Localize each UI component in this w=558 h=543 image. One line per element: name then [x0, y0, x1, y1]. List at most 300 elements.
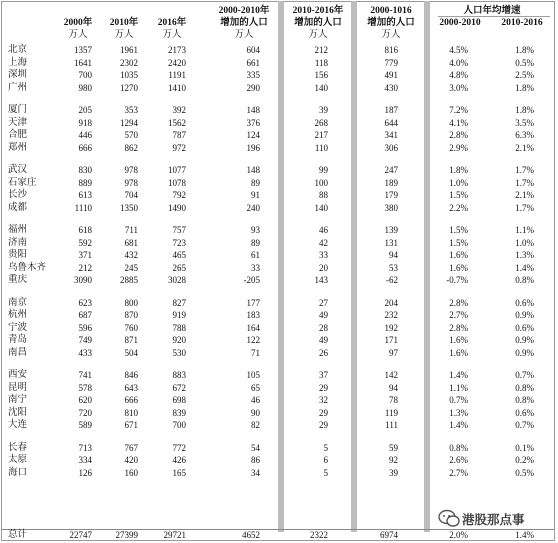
inc-2000-2010: 33: [251, 262, 260, 273]
pop-2010: 800: [124, 297, 138, 308]
inc-2010-2016: 29: [319, 407, 328, 418]
inc-2010-2016: 29: [319, 420, 328, 430]
table-row: [0, 274, 558, 286]
pop-2016: 2420: [168, 57, 186, 68]
growth-2000-2010: 1.6%: [449, 250, 468, 260]
growth-2000-2010: 4.8%: [449, 70, 468, 80]
inc-2000-2010: 183: [246, 310, 260, 320]
growth-2010-2016: 0.9%: [515, 335, 534, 345]
pop-2010: 978: [124, 177, 138, 188]
pop-2016: 972: [172, 142, 186, 153]
inc-2000-2010: 177: [246, 297, 260, 308]
growth-2010-2016: 1.4%: [515, 262, 534, 273]
header-inc-2010-2016: 2010-2016年: [292, 6, 344, 16]
city-name: 郑州: [8, 142, 28, 153]
inc-2000-2016: 816: [384, 45, 398, 55]
pop-2000: 830: [78, 165, 92, 175]
growth-2010-2016: 1.3%: [515, 250, 534, 260]
inc-2000-2016-total: 6974: [380, 530, 398, 540]
growth-2010-2016-total: 1.4%: [515, 530, 534, 540]
city-name: 深圳: [8, 70, 28, 80]
growth-2000-2010: 1.4%: [449, 370, 468, 380]
growth-2010-2016: 1.1%: [515, 225, 534, 235]
inc-2000-2010: 89: [251, 237, 260, 248]
growth-2000-2010: 2.9%: [449, 142, 468, 153]
pop-2016: 672: [172, 382, 186, 393]
inc-2010-2016: 118: [314, 57, 328, 68]
pop-2000: 613: [78, 190, 92, 200]
pop-2000: 918: [78, 117, 92, 128]
city-name: 武汉: [8, 165, 28, 175]
inc-2000-2016: -62: [386, 275, 398, 285]
inc-2000-2010: 376: [246, 117, 260, 128]
pop-2016: 265: [172, 262, 186, 273]
city-name: 南京: [8, 297, 28, 308]
watermark-text: 港股那点事: [462, 512, 525, 527]
table-row: [0, 69, 558, 81]
pop-2010: 978: [124, 165, 138, 175]
pop-2016: 883: [172, 370, 186, 380]
table-row: [0, 454, 558, 466]
inc-2010-2016-total: 2322: [310, 530, 328, 540]
pop-2016: 1410: [168, 82, 186, 93]
growth-2010-2016: 2.1%: [515, 142, 534, 153]
pop-2016: 3028: [168, 275, 186, 285]
pop-2016: 1191: [168, 70, 186, 80]
inc-2010-2016: 156: [314, 70, 328, 80]
growth-2000-2010: 2.6%: [449, 455, 468, 465]
growth-2010-2016: 0.7%: [515, 370, 534, 380]
table-row: [0, 224, 558, 236]
unit-label: 万人: [114, 30, 134, 40]
inc-2010-2016: 5: [323, 442, 328, 453]
pop-2000: 446: [78, 130, 92, 140]
inc-2000-2010: 93: [251, 225, 260, 235]
inc-2010-2016: 110: [314, 142, 328, 153]
growth-2010-2016: 0.6%: [515, 297, 534, 308]
pop-2016: 1077: [168, 165, 186, 175]
pop-2016: 792: [172, 190, 186, 200]
inc-2000-2010: 61: [251, 250, 260, 260]
inc-2010-2016: 20: [319, 262, 328, 273]
header-inc-2010-2016-sub: 增加的人口: [294, 18, 342, 28]
city-name: 贵阳: [8, 250, 28, 260]
pop-2000: 618: [78, 225, 92, 235]
growth-2000-2010: 2.8%: [449, 130, 468, 140]
city-name: 上海: [8, 57, 28, 68]
pop-2016: 723: [172, 237, 186, 248]
inc-2000-2016: 59: [389, 442, 398, 453]
table-row: [0, 369, 558, 381]
city-name: 宁波: [8, 322, 28, 333]
growth-2000-2010: 1.5%: [449, 190, 468, 200]
inc-2000-2010: 335: [246, 70, 260, 80]
pop-2000: 980: [78, 82, 92, 93]
pop-2000: 666: [78, 142, 92, 153]
inc-2000-2016: 341: [384, 130, 398, 140]
pop-2000: 889: [78, 177, 92, 188]
inc-2000-2010: 164: [246, 322, 260, 333]
pop-2010: 870: [124, 310, 138, 320]
growth-2010-2016: 1.7%: [515, 165, 534, 175]
pop-2010: 432: [124, 250, 138, 260]
pop-2010: 704: [124, 190, 138, 200]
growth-2010-2016: 0.5%: [515, 467, 534, 478]
inc-2000-2010: 196: [246, 142, 260, 153]
inc-2000-2010: 91: [251, 190, 260, 200]
growth-2000-2010: 2.8%: [449, 297, 468, 308]
city-name: 杭州: [8, 310, 28, 320]
inc-2000-2016: 430: [384, 82, 398, 93]
total-label: 总计: [8, 530, 28, 540]
table-row: [0, 237, 558, 249]
pop-2016: 1490: [168, 202, 186, 213]
pop-2016: 1078: [168, 177, 186, 188]
growth-2010-2016: 2.1%: [515, 190, 534, 200]
growth-2010-2016: 0.7%: [515, 420, 534, 430]
growth-2000-2010: 2.7%: [449, 467, 468, 478]
growth-2000-2010: 2.7%: [449, 310, 468, 320]
city-name: 长沙: [8, 190, 28, 200]
pop-2016: 2173: [168, 45, 186, 55]
pop-2016-total: 29721: [163, 530, 186, 540]
inc-2010-2016: 28: [319, 322, 328, 333]
pop-2000: 3090: [74, 275, 92, 285]
pop-2010: 666: [124, 395, 138, 405]
inc-2010-2016: 217: [314, 130, 328, 140]
pop-2016: 787: [172, 130, 186, 140]
inc-2000-2010: 122: [246, 335, 260, 345]
pop-2000: 578: [78, 382, 92, 393]
pop-2010: 810: [124, 407, 138, 418]
table-row: [0, 142, 558, 154]
table-row: [0, 44, 558, 56]
city-name: 广州: [8, 82, 28, 93]
city-name: 长春: [8, 442, 28, 453]
pop-2010: 570: [124, 130, 138, 140]
city-name: 福州: [8, 225, 28, 235]
inc-2000-2016: 119: [384, 407, 398, 418]
inc-2010-2016: 46: [319, 225, 328, 235]
pop-2000: 212: [78, 262, 92, 273]
city-name: 北京: [8, 45, 28, 55]
inc-2010-2016: 6: [323, 455, 328, 465]
city-name: 济南: [8, 237, 28, 248]
inc-2010-2016: 140: [314, 82, 328, 93]
table-row: [0, 117, 558, 129]
pop-2000: 749: [78, 335, 92, 345]
pop-2000: 334: [78, 455, 92, 465]
pop-2010: 862: [124, 142, 138, 153]
growth-2010-2016: 6.3%: [515, 130, 534, 140]
pop-2016: 757: [172, 225, 186, 235]
pop-2016: 919: [172, 310, 186, 320]
growth-2010-2016: 1.8%: [515, 105, 534, 115]
inc-2010-2016: 49: [319, 335, 328, 345]
table-row: [0, 104, 558, 116]
pop-2000: 589: [78, 420, 92, 430]
pop-2000: 596: [78, 322, 92, 333]
inc-2010-2016: 100: [314, 177, 328, 188]
growth-2000-2010: 1.5%: [449, 237, 468, 248]
growth-2010-2016: 1.8%: [515, 45, 534, 55]
growth-2000-2010: 1.4%: [449, 420, 468, 430]
inc-2000-2016: 39: [389, 467, 398, 478]
growth-2000-2010: 0.8%: [449, 442, 468, 453]
inc-2000-2010: 54: [251, 442, 260, 453]
inc-2000-2016: 94: [389, 382, 398, 393]
city-name: 天津: [8, 117, 28, 128]
growth-2010-2016: 0.6%: [515, 407, 534, 418]
pop-2000: 620: [78, 395, 92, 405]
growth-2000-2010: 1.6%: [449, 335, 468, 345]
header-growth-2010-2016: 2010-2016: [501, 18, 543, 28]
total-row: [0, 529, 558, 541]
city-name: 南昌: [8, 347, 28, 358]
table-row: [0, 249, 558, 261]
growth-2010-2016: 2.5%: [515, 70, 534, 80]
pop-2010: 2885: [120, 275, 138, 285]
growth-2000-2010: 1.5%: [449, 225, 468, 235]
pop-2010: 2302: [120, 57, 138, 68]
inc-2000-2010-total: 4652: [242, 530, 260, 540]
city-name: 大连: [8, 420, 28, 430]
inc-2000-2016: 53: [389, 262, 398, 273]
growth-2000-2010: 3.0%: [449, 82, 468, 93]
table-row: [0, 202, 558, 214]
header-inc-2000-2010-sub: 增加的人口: [220, 18, 268, 28]
growth-2000-2010-total: 2.0%: [449, 530, 468, 540]
inc-2000-2010: 604: [246, 45, 260, 55]
city-name: 青岛: [8, 335, 28, 345]
header-2000: 2000年: [63, 18, 93, 28]
header-inc-2000-2016: 2000-1016: [370, 6, 412, 16]
growth-2010-2016: 3.5%: [515, 117, 534, 128]
pop-2010: 711: [124, 225, 138, 235]
growth-2010-2016: 0.6%: [515, 322, 534, 333]
pop-2000-total: 22747: [69, 530, 92, 540]
inc-2000-2016: 204: [384, 297, 398, 308]
inc-2000-2010: 82: [251, 420, 260, 430]
growth-2000-2010: 4.5%: [449, 45, 468, 55]
pop-2010: 767: [124, 442, 138, 453]
pop-2016: 827: [172, 297, 186, 308]
pop-2016: 426: [172, 455, 186, 465]
pop-2016: 700: [172, 420, 186, 430]
inc-2000-2016: 232: [384, 310, 398, 320]
inc-2010-2016: 26: [319, 347, 328, 358]
inc-2000-2010: 90: [251, 407, 260, 418]
pop-2000: 720: [78, 407, 92, 418]
inc-2000-2016: 189: [384, 177, 398, 188]
inc-2000-2010: 240: [246, 202, 260, 213]
growth-2000-2010: 1.1%: [449, 382, 468, 393]
table-row: [0, 382, 558, 394]
pop-2016: 392: [172, 105, 186, 115]
inc-2000-2010: 124: [246, 130, 260, 140]
table-row: [0, 189, 558, 201]
city-name: 海口: [8, 467, 28, 478]
inc-2000-2016: 92: [389, 455, 398, 465]
growth-2010-2016: 0.8%: [515, 275, 534, 285]
pop-2000: 592: [78, 237, 92, 248]
city-name: 昆明: [8, 382, 28, 393]
inc-2010-2016: 37: [319, 370, 328, 380]
inc-2000-2016: 139: [384, 225, 398, 235]
unit-label: 万人: [234, 30, 254, 40]
growth-2000-2010: 2.2%: [449, 202, 468, 213]
pop-2000: 687: [78, 310, 92, 320]
unit-label: 万人: [308, 30, 328, 40]
pop-2010: 671: [124, 420, 138, 430]
pop-2010: 1294: [120, 117, 138, 128]
inc-2000-2016: 179: [384, 190, 398, 200]
city-name: 太原: [8, 455, 28, 465]
inc-2010-2016: 143: [314, 275, 328, 285]
city-name: 厦门: [8, 105, 28, 115]
pop-2016: 1562: [168, 117, 186, 128]
inc-2010-2016: 42: [319, 237, 328, 248]
header-inc-2000-2010: 2000-2010年: [218, 6, 270, 16]
watermark: [436, 508, 554, 530]
pop-2010: 1961: [120, 45, 138, 55]
inc-2000-2010: 89: [251, 177, 260, 188]
pop-2000: 1110: [74, 202, 92, 213]
inc-2000-2010: 71: [251, 347, 260, 358]
inc-2000-2010: 65: [251, 382, 260, 393]
pop-2000: 700: [78, 70, 92, 80]
city-name: 成都: [8, 202, 28, 213]
inc-2010-2016: 268: [314, 117, 328, 128]
unit-label: 万人: [162, 30, 182, 40]
growth-2000-2010: 1.6%: [449, 262, 468, 273]
table-row: [0, 164, 558, 176]
pop-2010: 760: [124, 322, 138, 333]
header-inc-2000-2016-sub: 增加的人口: [367, 18, 415, 28]
inc-2000-2016: 78: [389, 395, 398, 405]
pop-2016: 788: [172, 322, 186, 333]
pop-2000: 1641: [74, 57, 92, 68]
pop-2010: 681: [124, 237, 138, 248]
inc-2000-2010: 148: [246, 105, 260, 115]
city-name: 沈阳: [8, 407, 28, 418]
pop-2016: 530: [172, 347, 186, 358]
inc-2010-2016: 212: [314, 45, 328, 55]
growth-2010-2016: 0.5%: [515, 57, 534, 68]
pop-2000: 1357: [74, 45, 92, 55]
pop-2010: 1270: [120, 82, 138, 93]
growth-2000-2010: 2.8%: [449, 322, 468, 333]
pop-2010: 504: [124, 347, 138, 358]
inc-2000-2016: 380: [384, 202, 398, 213]
pop-2000: 126: [78, 467, 92, 478]
inc-2010-2016: 49: [319, 310, 328, 320]
table-row: [0, 309, 558, 321]
inc-2000-2016: 779: [384, 57, 398, 68]
pop-2016: 698: [172, 395, 186, 405]
header-growth-title: 人口年均增速: [463, 6, 521, 16]
inc-2000-2016: 192: [384, 322, 398, 333]
pop-2010: 846: [124, 370, 138, 380]
inc-2000-2016: 247: [384, 165, 398, 175]
inc-2000-2016: 491: [384, 70, 398, 80]
header-2010: 2010年: [109, 18, 139, 28]
growth-2010-2016: 1.7%: [515, 177, 534, 188]
inc-2000-2016: 306: [384, 142, 398, 153]
table-row: [0, 57, 558, 69]
growth-2010-2016: 0.8%: [515, 382, 534, 393]
table-row: [0, 407, 558, 419]
city-name: 南宁: [8, 395, 28, 405]
inc-2010-2016: 27: [319, 297, 328, 308]
inc-2000-2010: 105: [246, 370, 260, 380]
pop-2010-total: 27399: [115, 530, 138, 540]
inc-2000-2010: -205: [243, 275, 260, 285]
city-name: 乌鲁木齐: [8, 262, 47, 273]
pop-2016: 465: [172, 250, 186, 260]
table-row: [0, 177, 558, 189]
unit-label: 万人: [381, 30, 401, 40]
table-row: [0, 82, 558, 94]
growth-2000-2010: 1.0%: [449, 177, 468, 188]
inc-2000-2016: 171: [384, 335, 398, 345]
growth-2010-2016: 0.9%: [515, 347, 534, 358]
inc-2010-2016: 88: [319, 190, 328, 200]
inc-2010-2016: 39: [319, 105, 328, 115]
table-row: [0, 297, 558, 309]
inc-2000-2016: 131: [384, 237, 398, 248]
inc-2010-2016: 140: [314, 202, 328, 213]
table-row: [0, 322, 558, 334]
table-row: [0, 419, 558, 431]
pop-2000: 433: [78, 347, 92, 358]
city-name: 重庆: [8, 275, 28, 285]
pop-2010: 871: [124, 335, 138, 345]
pop-2010: 160: [124, 467, 138, 478]
pop-2010: 245: [124, 262, 138, 273]
header-growth-2000-2010: 2000-2010: [439, 18, 481, 28]
pop-2010: 1350: [120, 202, 138, 213]
city-name: 石家庄: [8, 177, 37, 188]
inc-2010-2016: 99: [319, 165, 328, 175]
inc-2000-2010: 46: [251, 395, 260, 405]
inc-2010-2016: 29: [319, 382, 328, 393]
growth-2000-2010: 1.3%: [449, 407, 468, 418]
inc-2000-2010: 34: [251, 467, 260, 478]
table-row: [0, 262, 558, 274]
inc-2000-2016: 97: [389, 347, 398, 358]
growth-2000-2010: 0.7%: [449, 395, 468, 405]
table-row: [0, 442, 558, 454]
growth-2010-2016: 0.8%: [515, 395, 534, 405]
pop-2010: 353: [124, 105, 138, 115]
pop-2016: 772: [172, 442, 186, 453]
growth-2010-2016: 0.1%: [515, 442, 534, 453]
growth-2000-2010: -0.7%: [446, 275, 468, 285]
inc-2000-2010: 148: [246, 165, 260, 175]
unit-label: 万人: [68, 30, 88, 40]
inc-2000-2010: 661: [246, 57, 260, 68]
pop-2000: 205: [78, 105, 92, 115]
growth-2000-2010: 1.8%: [449, 165, 468, 175]
pop-2000: 371: [78, 250, 92, 260]
table-row: [0, 334, 558, 346]
pop-2000: 741: [78, 370, 92, 380]
city-name: 西安: [8, 370, 28, 380]
growth-2000-2010: 7.2%: [449, 105, 468, 115]
pop-2010: 643: [124, 382, 138, 393]
pop-2016: 839: [172, 407, 186, 418]
